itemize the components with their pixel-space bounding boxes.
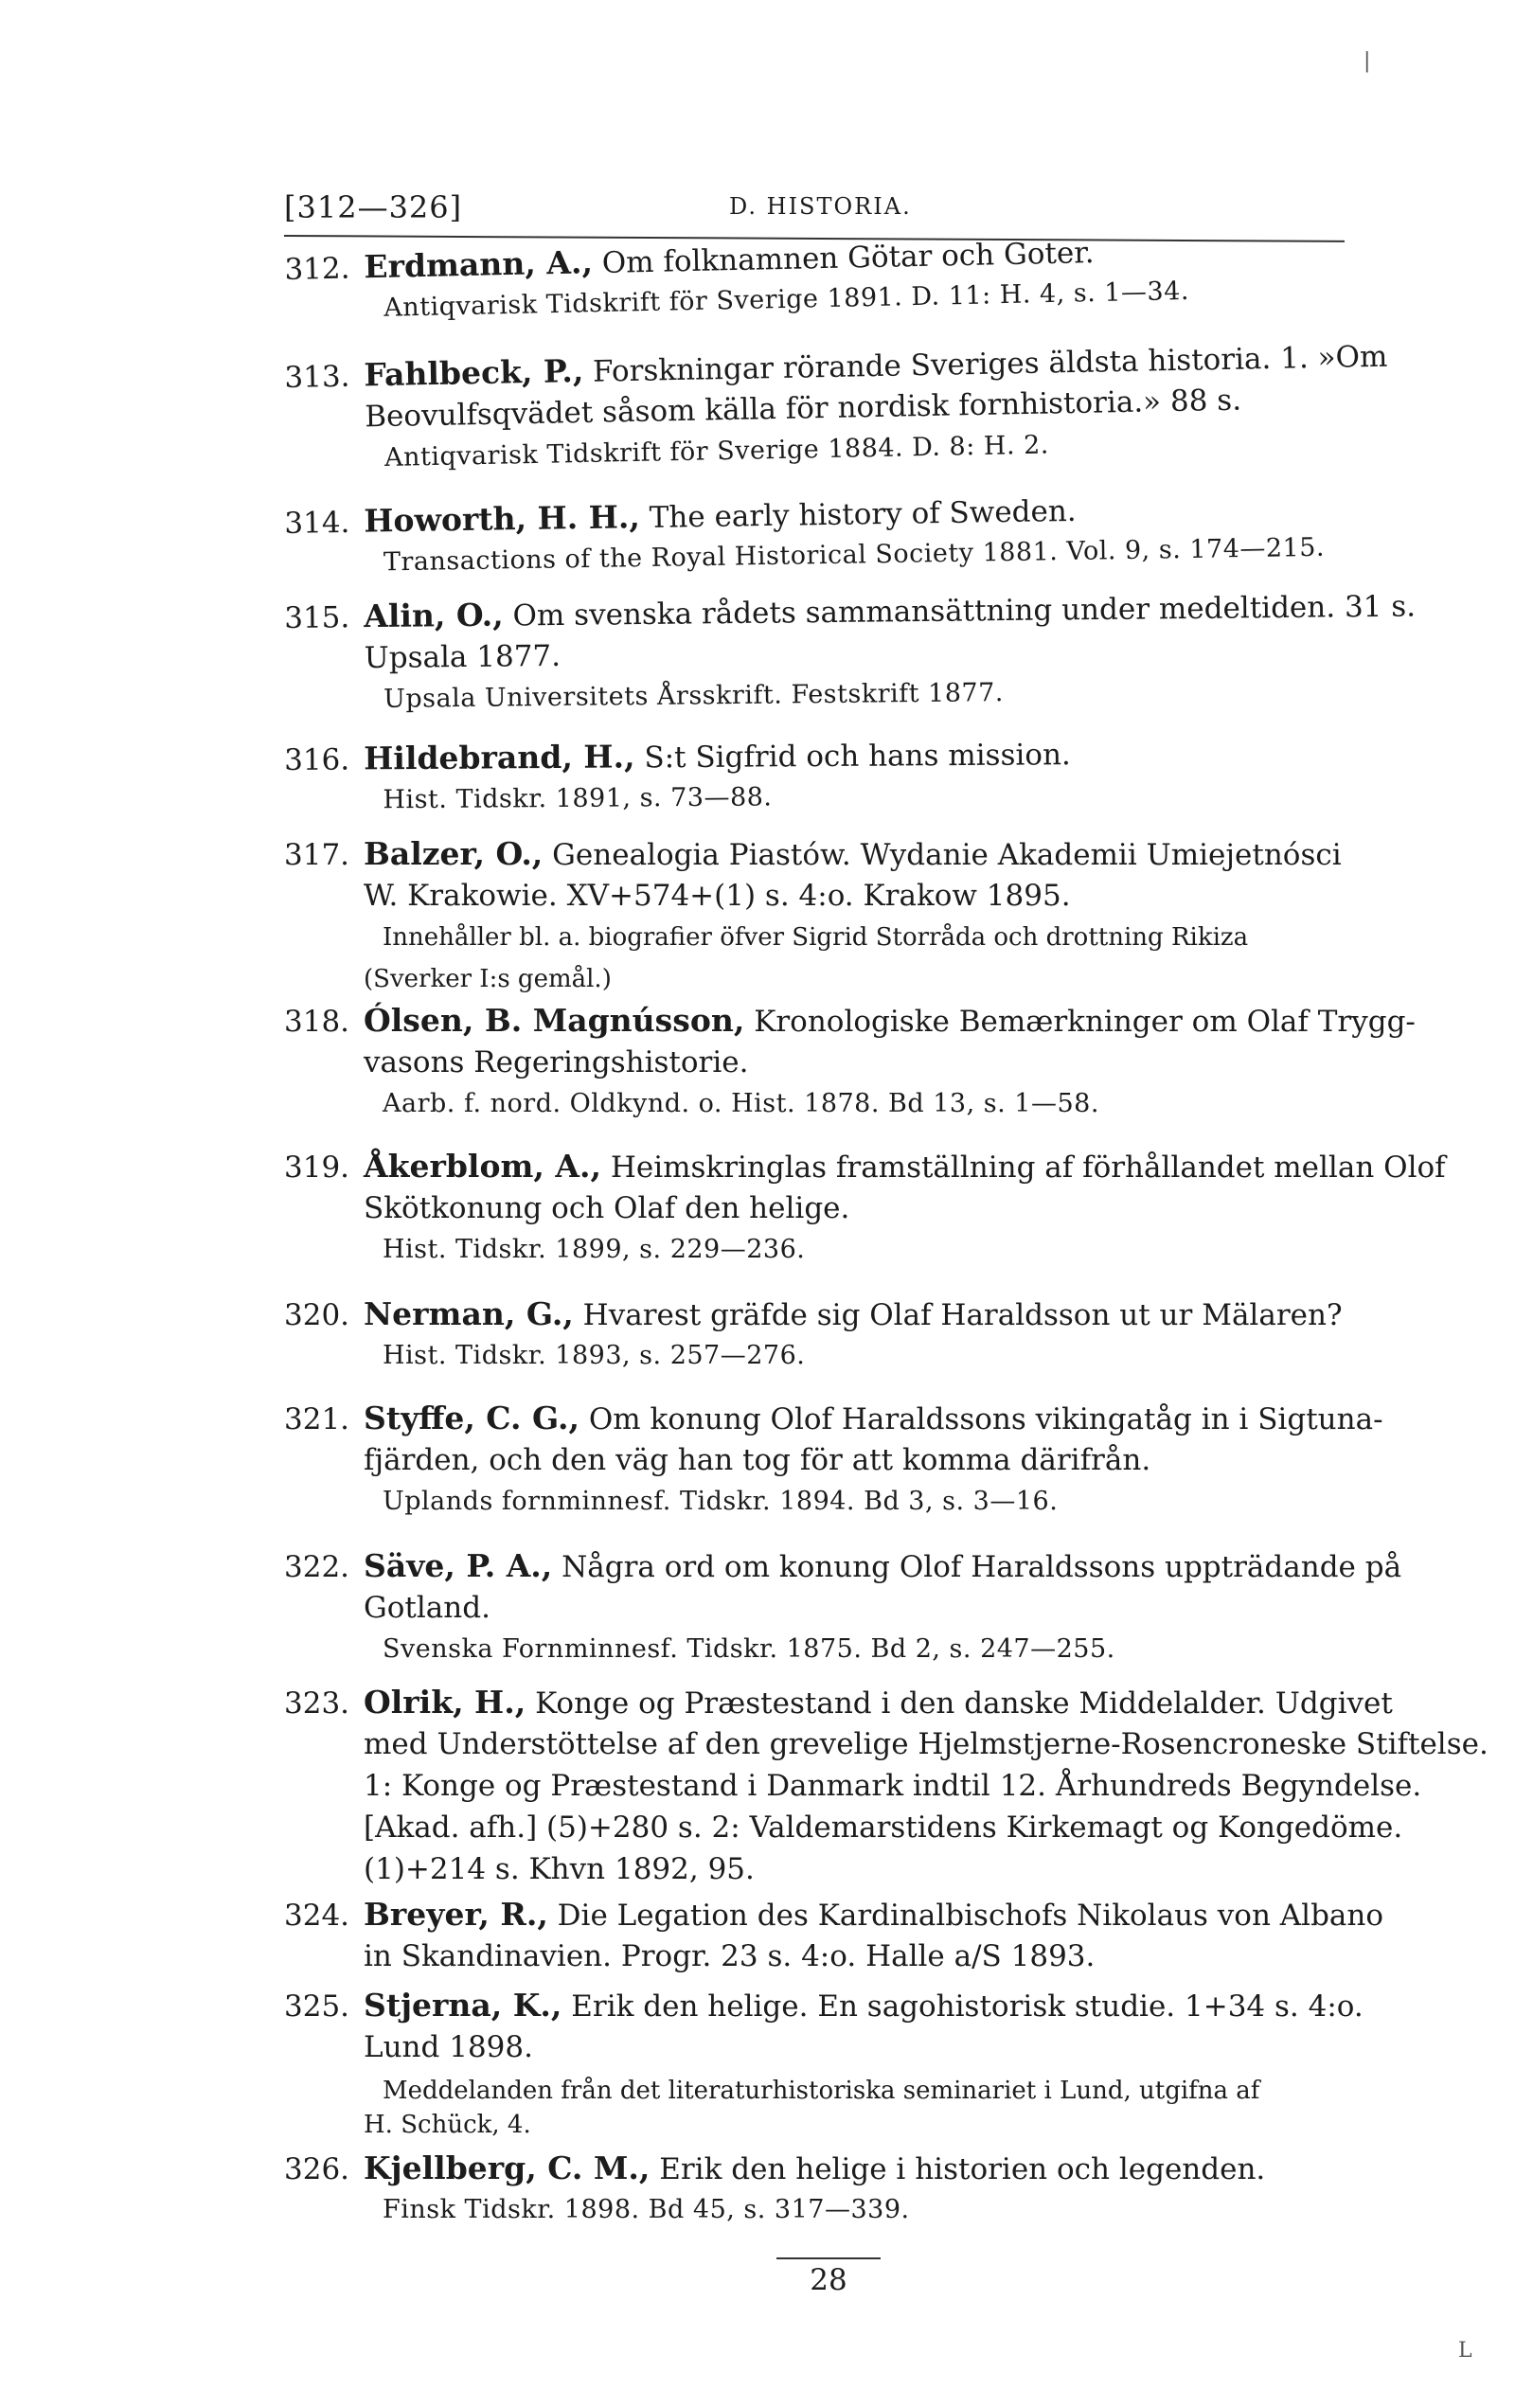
entry-316 [284, 731, 1374, 822]
entry-title-continued: vasons Regeringshistorie. [364, 1045, 749, 1079]
entry-313 [284, 335, 1388, 481]
entry-author: Hildebrand, H., [364, 738, 635, 777]
entry-number: 326. [284, 2152, 350, 2186]
entry-note-continued: H. Schück, 4. [364, 2111, 531, 2139]
entry-source: Hist. Tidskr. 1891, s. 73—88. [383, 782, 773, 815]
entry-author: Åkerblom, A., [364, 1148, 601, 1185]
entry-author: Balzer, O., [364, 835, 544, 872]
entry-author: Erdmann, A., [364, 243, 594, 286]
entry-title: Genealogia Piastów. Wydanie Akademii Umiejetnósci [552, 838, 1342, 872]
entry-number: 322. [284, 1550, 350, 1584]
entry-title-continued: Beovulfsqvädet såsom källa för nordisk fornhistoria.» 88 s. [364, 383, 1242, 435]
page-number: 28 [810, 2263, 847, 2297]
entry-title: Om svenska rådets sammansättning under medeltiden. 31 s. [512, 589, 1417, 633]
entry-source: Hist. Tidskr. 1899, s. 229—236. [383, 1235, 806, 1264]
entry-title: Forskningar rörande Sveriges äldsta historia. 1. »Om [592, 339, 1388, 389]
entry-author: Howorth, H. H., [364, 498, 641, 540]
entry-318 [284, 1000, 1416, 1125]
entry-number: 320. [284, 1298, 350, 1332]
entry-324 [284, 1894, 1384, 1977]
entry-source: Finsk Tidskr. 1898. Bd 45, s. 317—339. [383, 2195, 910, 2224]
entry-title-continued: W. Krakowie. XV+574+(1) s. 4:o. Krakow 1895. [364, 879, 1071, 913]
entry-author: Ólsen, B. Magnússon, [364, 1002, 745, 1039]
entry-source: Hist. Tidskr. 1893, s. 257—276. [383, 1341, 806, 1370]
entry-319 [284, 1146, 1446, 1271]
entry-322 [284, 1545, 1402, 1670]
entry-range: [312—326] [284, 189, 463, 225]
entry-number: 312. [284, 251, 350, 287]
entry-title-continued: in Skandinavien. Progr. 23 s. 4:o. Halle a/S 1893. [364, 1939, 1096, 1973]
entry-author: Olrik, H., [364, 1684, 526, 1721]
entry-number: 313. [284, 359, 350, 395]
entry-number: 323. [284, 1686, 350, 1721]
entry-note-continued: (Sverker I:s gemål.) [364, 965, 612, 993]
entry-number: 324. [284, 1899, 350, 1933]
entry-314 [284, 485, 1374, 585]
entry-title: Om konung Olof Haraldssons vikingatåg in i Sigtuna- [588, 1402, 1383, 1436]
section-title: D. HISTORIA. [729, 193, 912, 220]
entry-author: Nerman, G., [364, 1295, 574, 1332]
entry-author: Stjerna, K., [364, 1987, 562, 2024]
entry-title-continued: (1)+214 s. Khvn 1892, 95. [364, 1852, 755, 1886]
entry-320 [284, 1293, 1373, 1377]
entry-author: Kjellberg, C. M., [364, 2149, 651, 2186]
entry-number: 319. [284, 1150, 350, 1185]
entry-source: Uplands fornminnesf. Tidskr. 1894. Bd 3, s. 3—16. [383, 1487, 1059, 1516]
entry-author: Fahlbeck, P., [364, 351, 584, 394]
entry-author: Breyer, R., [364, 1896, 548, 1933]
entry-title-continued: Upsala 1877. [364, 638, 562, 676]
entry-title: Kronologiske Bemærkninger om Olaf Trygg- [754, 1005, 1416, 1039]
entry-number: 321. [284, 1402, 350, 1436]
folio-rule [776, 2257, 881, 2259]
entry-title: Erik den helige. En sagohistorisk studie. 1+34 s. 4:o. [571, 1989, 1364, 2024]
margin-mark-bottom: L [1458, 2339, 1472, 2363]
entry-number: 316. [284, 742, 350, 777]
entry-title: Erik den helige i historien och legenden. [659, 2152, 1266, 2186]
entry-title: The early history of Sweden. [649, 493, 1077, 535]
entry-325 [284, 1985, 1373, 2068]
entry-title-continued: [Akad. afh.] (5)+280 s. 2: Valdemarstidens Kirkemagt og Kongedöme. [364, 1810, 1403, 1845]
entry-title-continued: 1: Konge og Præstestand i Danmark indtil 12. Århundreds Begyndelse. [364, 1769, 1422, 1803]
margin-mark-top: | [1364, 49, 1371, 73]
entry-323 [284, 1682, 1488, 1890]
entry-source: Antiqvarisk Tidskrift för Sverige 1891. D. 11: H. 4, s. 1—34. [383, 276, 1190, 323]
entry-source: Transactions of the Royal Historical Society 1881. Vol. 9, s. 174—215. [383, 532, 1326, 578]
entry-source: Antiqvarisk Tidskrift för Sverige 1884. D. 8: H. 2. [383, 430, 1050, 473]
entry-321 [284, 1398, 1383, 1523]
entry-author: Säve, P. A., [364, 1547, 553, 1584]
entry-326 [284, 2148, 1373, 2231]
entry-number: 314. [284, 505, 350, 541]
entry-title: Några ord om konung Olof Haraldssons uppträdande på [562, 1550, 1402, 1584]
entry-author: Styffe, C. G., [364, 1400, 579, 1436]
entry-title-continued: fjärden, och den väg han tog för att komma därifrån. [364, 1443, 1151, 1477]
entry-title-continued: Lund 1898. [364, 2030, 533, 2064]
entry-325-note [284, 2074, 1373, 2142]
entry-number: 325. [284, 1989, 350, 2024]
entry-title-continued: Gotland. [364, 1591, 490, 1625]
entry-title: Heimskringlas framställning af förhållandet mellan Olof [610, 1150, 1446, 1185]
entry-author: Alin, O., [364, 596, 504, 635]
entry-317 [284, 833, 1373, 1000]
entry-note: Innehåller bl. a. biografier öfver Sigrid Storråda och drottning Rikiza [383, 923, 1249, 952]
entry-title: Die Legation des Kardinalbischofs Nikolaus von Albano [557, 1899, 1384, 1933]
entry-title-continued: med Understöttelse af den grevelige Hjelmstjerne-Rosencroneske Stiftelse. [364, 1727, 1488, 1761]
entry-315 [284, 585, 1417, 722]
entry-title: Hvarest gräfde sig Olaf Haraldsson ut ur Mälaren? [582, 1298, 1343, 1332]
entry-title-continued: Skötkonung och Olaf den helige. [364, 1191, 850, 1225]
entry-source: Aarb. f. nord. Oldkynd. o. Hist. 1878. Bd 13, s. 1—58. [383, 1089, 1099, 1118]
entry-number: 318. [284, 1005, 350, 1039]
entry-number: 317. [284, 838, 350, 872]
entry-note: Meddelanden från det literaturhistoriska seminariet i Lund, utgifna af [383, 2077, 1260, 2105]
entry-source: Upsala Universitets Årsskrift. Festskrift 1877. [383, 678, 1005, 714]
entry-number: 315. [284, 600, 350, 635]
entry-title: Konge og Præstestand i den danske Middelalder. Udgivet [535, 1686, 1393, 1721]
entry-title: Om folknamnen Götar och Goter. [601, 236, 1095, 280]
entry-title: S:t Sigfrid och hans mission. [644, 738, 1071, 776]
entry-312 [284, 225, 1375, 331]
entry-source: Svenska Fornminnesf. Tidskr. 1875. Bd 2, s. 247—255. [383, 1634, 1115, 1664]
